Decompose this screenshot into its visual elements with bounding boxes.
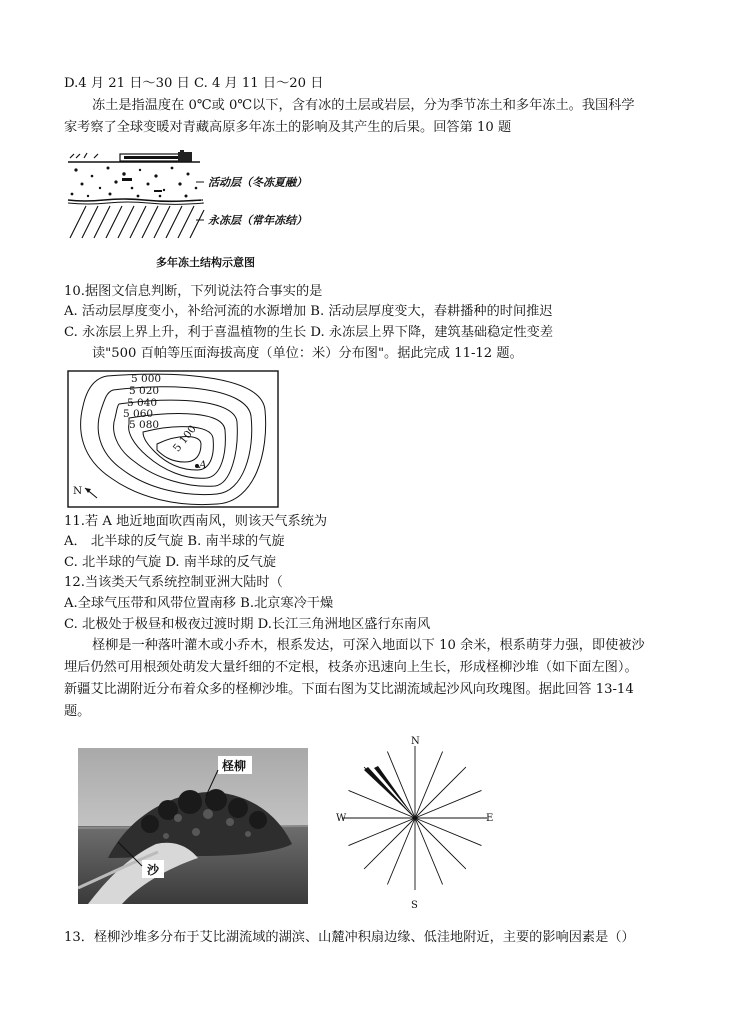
contour-label: 5 100 <box>170 423 199 455</box>
active-layer-label: 活动层（冬冻夏融） <box>208 176 307 189</box>
tamarisk-label: 柽柳 <box>222 759 247 773</box>
contour-label: 5 020 <box>129 385 160 397</box>
text-line: 新疆艾比湖附近分布着众多的柽柳沙堆。下面右图为艾比湖流域起沙风向玫瑰图。据此回答 13-14 <box>64 682 634 697</box>
text-line: 冻土是指温度在 0℃或 0℃以下，含有冰的土层或岩层，分为季节冻土和多年冻土。我国科学 <box>92 98 635 113</box>
text-line: D.4 月 21 日～30 日 C. 4 月 11 日～20 日 <box>64 76 324 91</box>
contour-label: 5 080 <box>129 419 160 431</box>
wind-rose-spoke <box>415 818 466 869</box>
west-label: W <box>336 813 347 824</box>
question-11-options-cd: C. 北半球的气旋 D. 南半球的反气旋 <box>64 555 277 570</box>
contour-label: 5 040 <box>127 397 158 409</box>
north-label: N <box>411 736 420 747</box>
question-12: 12.当该类天气系统控制亚洲大陆时（ <box>64 575 283 590</box>
question-11: 11.若 A 地近地面吹西南风，则该天气系统为 <box>64 514 328 529</box>
contour-label: 5 060 <box>123 408 154 420</box>
question-12-options-cd: C. 北极处于极昼和极夜过渡时期 D.长江三角洲地区盛行东南风 <box>64 617 431 632</box>
text-line: 题。 <box>64 704 91 719</box>
question-10: 10.据图文信息判断，下列说法符合事实的是 <box>64 284 323 299</box>
permafrost-diagram <box>64 146 354 268</box>
wind-rose-spoke <box>415 767 466 818</box>
point-a-marker <box>195 464 199 468</box>
text-line: 家考察了全球变暖对青藏高原多年冻土的影响及其产生的后果。回答第 10 题 <box>64 120 512 135</box>
question-10-options-ab: A. 活动层厚度变小，补给河流的水源增加 B. 活动层厚度变大，春耕播种的时间推迟 <box>64 304 553 319</box>
contour-label: 5 000 <box>131 373 162 385</box>
text-line: 柽柳是一种落叶灌木或小乔木，根系发达，可深入地面以下 10 余米，根系萌芽力强，即使被沙 <box>92 638 645 653</box>
question-10-options-cd: C. 永冻层上界上升，利于喜温植物的生长 D. 永冻层上界下降，建筑基础稳定性变差 <box>64 325 554 340</box>
text-line: 埋后仍然可用根颈处萌发大量纤细的不定根，枝条亦迅速向上生长，形成柽柳沙堆（如下面左图）。 <box>64 660 638 675</box>
north-label: N <box>73 485 83 497</box>
south-label: S <box>411 900 418 910</box>
text-line: 读"500 百帕等压面海拔高度（单位：米）分布图"。据此完成 11-12 题。 <box>92 346 523 361</box>
wind-rose-diagram <box>330 734 500 910</box>
point-a-label: A <box>199 459 207 471</box>
figure-caption: 多年冻土结构示意图 <box>156 256 255 269</box>
contour-map <box>67 370 279 508</box>
tamarisk-dune-photo <box>78 748 308 904</box>
dominant-wind-spoke <box>364 767 415 818</box>
sand-label: 沙 <box>147 863 160 877</box>
question-13: 13．柽柳沙堆多分布于艾比湖流域的湖滨、山麓冲积扇边缘、低洼地附近，主要的影响因素是（） <box>64 930 635 945</box>
frozen-layer-label: 永冻层（常年冻结） <box>208 214 307 227</box>
question-12-options-ab: A.全球气压带和风带位置南移 B.北京寒冷干燥 <box>64 596 334 611</box>
east-label: E <box>486 813 494 824</box>
question-11-options-ab: A． 北半球的反气旋 B. 南半球的气旋 <box>64 534 285 549</box>
wind-rose-spoke <box>364 818 415 869</box>
